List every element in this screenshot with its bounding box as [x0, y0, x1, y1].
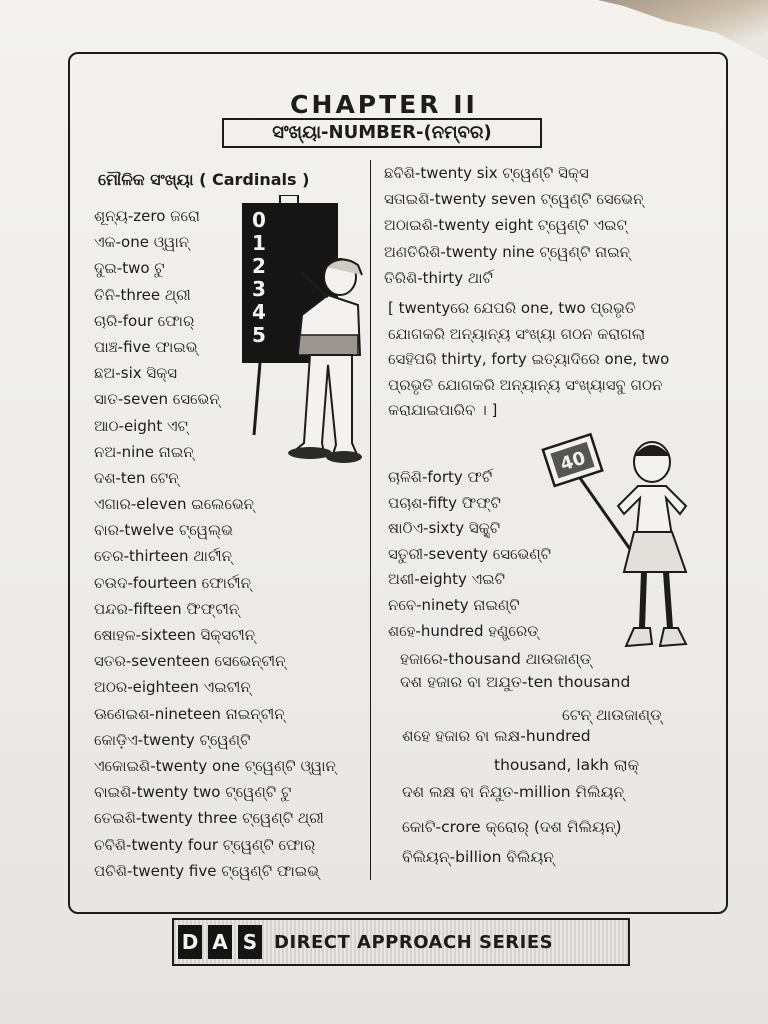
blackboard-digit: 3: [252, 277, 266, 301]
list-item: ପଚାଶ-fifty ଫିଫ୍ଟି: [388, 493, 501, 512]
list-item: ବାର-twelve ଟ୍ୱେଲ୍ଭ: [94, 521, 233, 540]
list-item: ଶହେ-hundred ହଣ୍ଡ୍ରେଡ୍: [388, 621, 539, 640]
list-item: ନଅ-nine ନାଇନ୍: [94, 442, 194, 461]
list-item: ଚଉଦ-fourteen ଫୋର୍ଟୀନ୍: [94, 573, 251, 592]
girl-with-sign-illustration: [540, 432, 700, 662]
list-item-lakh: ଶହେ ହଜାର ବା ଲକ୍ଷ-hundred: [402, 727, 591, 745]
column-divider: [370, 160, 371, 880]
sign-number: 40: [557, 447, 589, 476]
list-item: ସତୁରୀ-seventy ସେଭେଣ୍ଟି: [388, 544, 552, 563]
list-item: ଶୂନ୍ୟ-zero ଜରୋ: [94, 207, 200, 225]
list-item-billion: ବିଲିୟନ୍-billion ବିଲିୟନ୍: [402, 848, 554, 866]
chapter-title: CHAPTER II: [290, 90, 478, 119]
right-number-list-top: [384, 160, 643, 291]
footer-series-name: DIRECT APPROACH SERIES: [274, 931, 554, 953]
list-item-lakh-cont: thousand, lakh ଲାକ୍: [494, 756, 640, 774]
list-item: ସତର-seventeen ସେଭେନ୍ଟୀନ୍: [94, 652, 286, 671]
list-item: ଏକୋଇଶି-twenty one ଟ୍ୱେଣ୍ଟି ଓ୍ୱାନ୍: [94, 756, 336, 775]
list-item-crore: କୋଟି-crore କ୍ରୋର୍ (ଦଶ ମିଲିୟନ୍): [402, 818, 622, 836]
blackboard-digit: 0: [252, 208, 266, 232]
list-item: ଛବିଶି-twenty six ଟ୍ୱେଣ୍ଟି ସିକ୍ସ: [384, 164, 589, 182]
footer-letter-s: S: [238, 925, 262, 959]
list-item-thousand: ହଜାରେ-thousand ଥାଉଜାଣ୍ଡ୍: [400, 650, 592, 668]
formation-note: [ twentyରେ ଯେପରି one, two ପ୍ରଭୃତି ଯୋଗକରି ଅନ୍ୟାନ୍ୟ ସଂଖ୍ୟା ଗଠନ କରାଗଲା ସେହିପରି thirty, forty ଇତ୍ୟାଦିରେ one, two ପ୍ରଭୃତି ଯୋଗକରି ଅନ୍ୟାନ୍ୟ ସଂଖ୍ୟାସବୁ ଗଠନ କରାଯାଇପାରିବ । ]: [388, 299, 670, 419]
list-item-ten-thousand: ଦଶ ହଜାର ବା ଅଯୁତ-ten thousand: [400, 673, 631, 691]
list-item: ଷୋହଳ-sixteen ସିକ୍ସଟୀନ୍: [94, 626, 256, 644]
blackboard-digit: 4: [252, 300, 266, 324]
list-item: ସତାଇଶି-twenty seven ଟ୍ୱେଣ୍ଟି ସେଭେନ୍: [384, 190, 644, 209]
list-item: ଛଅ-six ସିକ୍ସ: [94, 364, 178, 383]
blackboard-digit: 5: [252, 323, 266, 347]
list-item: ଅଠାଇଶି-twenty eight ଟ୍ୱେଣ୍ଟି ଏଇଟ୍: [384, 216, 627, 235]
list-item-ten-thousand-pron: ଟେନ୍ ଥାଉଜାଣ୍ଡ୍: [562, 706, 662, 724]
list-item: ଅଠର-eighteen ଏଇଟୀନ୍: [94, 678, 251, 697]
list-item: ତିନି-three ଥ୍ରୀ: [94, 285, 191, 304]
list-item: ଊଣେଇଶ-nineteen ନାଇନ୍ଟୀନ୍: [94, 704, 285, 723]
list-item: ତିରିଶି-thirty ଥାର୍ଟି: [384, 268, 493, 287]
blackboard-digit: 2: [252, 254, 266, 278]
footer-letter-a: A: [208, 925, 232, 959]
list-item: ଅଣତିରିଶି-twenty nine ଟ୍ୱେଣ୍ଟି ନାଇନ୍: [384, 242, 631, 261]
list-item: ଚାଳିଶି-forty ଫର୍ଟି: [388, 468, 493, 486]
blackboard-boy-illustration: [240, 195, 370, 470]
right-number-list-bottom: [388, 465, 551, 644]
list-item: ଆଠ-eight ଏଟ୍: [94, 416, 188, 435]
list-item: ସାତ-seven ସେଭେନ୍: [94, 390, 220, 409]
list-item: ଦୁଇ-two ଟୁ: [94, 259, 165, 278]
footer-letter-d: D: [178, 925, 202, 959]
list-item: ଏକ-one ଓ୍ୱାନ୍: [94, 233, 190, 252]
list-item: ଚାରି-four ଫୋର୍: [94, 311, 195, 330]
list-item: ଅଶୀ-eighty ଏଇଟି: [388, 570, 506, 589]
list-item: ତେଇଶି-twenty three ଟ୍ୱେଣ୍ଟି ଥ୍ରୀ: [94, 809, 324, 828]
list-item: ତେର-thirteen ଥାର୍ଟୀନ୍: [94, 547, 232, 566]
list-item: ଦଶ-ten ଟେନ୍: [94, 468, 179, 487]
list-item: କୋଡ଼ିଏ-twenty ଟ୍ୱେଣ୍ଟି: [94, 730, 251, 749]
list-item: ପନ୍ଦର-fifteen ଫିଫ୍ଟୀନ୍: [94, 599, 240, 618]
list-item: ପଚିଶି-twenty five ଟ୍ୱେଣ୍ଟି ଫାଇଭ୍: [94, 861, 320, 880]
cardinals-heading: ମୌଳିକ ସଂଖ୍ୟା ( Cardinals ): [98, 170, 310, 189]
list-item: ବାଇଶି-twenty two ଟ୍ୱେଣ୍ଟି ଟୁ: [94, 783, 292, 802]
list-item: ପାଞ୍ଚ-five ଫାଇଭ୍: [94, 337, 198, 356]
list-item: ନବେ-ninety ନାଇଣ୍ଟି: [388, 595, 520, 614]
chapter-subtitle: ସଂଖ୍ୟା-NUMBER-(ନମ୍ବର): [222, 118, 542, 148]
list-item-million: ଦଶ ଲକ୍ଷ ବା ନିଯୁତ-million ମିଲିୟନ୍: [402, 783, 625, 801]
list-item: ଏଗାର-eleven ଇଲେଭେନ୍: [94, 495, 254, 514]
series-footer: [172, 918, 630, 966]
list-item: ଷାଠିଏ-sixty ସିକ୍ସ୍ଟି: [388, 519, 501, 538]
blackboard-digit: 1: [252, 231, 266, 255]
list-item: ଚବିଶି-twenty four ଟ୍ୱେଣ୍ଟି ଫୋର୍: [94, 835, 316, 854]
